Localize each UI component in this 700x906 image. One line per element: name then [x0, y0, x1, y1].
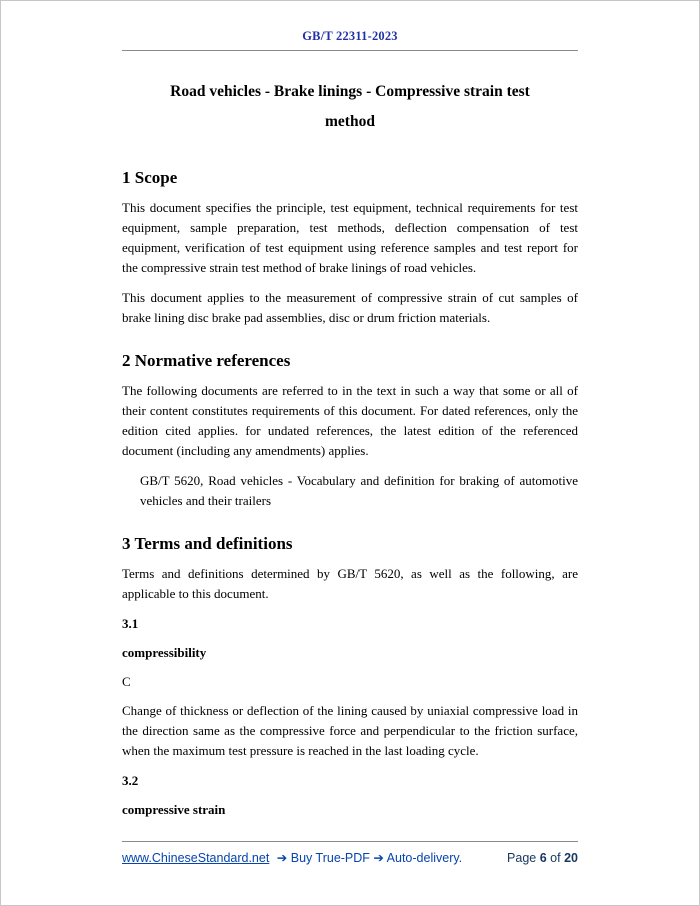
document-title: [122, 77, 578, 137]
page-indicator: [507, 851, 578, 865]
section-heading-scope: 1 Scope: [122, 168, 178, 187]
term-definition-compressibility: Change of thickness or deflection of the lining caused by uniaxial compressive load in the direction same as the compressive force and perpendicular to the friction surface, when the maximum test pressure is reached in the last loading cycle.: [122, 703, 578, 758]
page-label: Page: [507, 851, 537, 865]
term-number-3-2: 3.2: [122, 773, 139, 788]
footer-link[interactable]: www.ChineseStandard.net: [122, 851, 270, 865]
terms-intro-paragraph: Terms and definitions determined by GB/T 5620, as well as the following, are applicable to this document.: [122, 566, 578, 601]
term-symbol-compressibility: C: [122, 674, 131, 689]
page-header: [122, 1, 578, 51]
document-content: [122, 77, 578, 819]
term-number-3-1: 3.1: [122, 616, 139, 631]
page-footer: [122, 841, 578, 865]
page-of-label: of: [550, 851, 561, 865]
scope-paragraph-1: This document specifies the principle, test equipment, technical requirements for test equipment, sample preparation, test methods, deflection compensation of test equipment, verification of test equipment using reference samples and test report for the compressive strain test method of brake linings of road vehicles.: [122, 200, 578, 275]
section-heading-terms-definitions: 3 Terms and definitions: [122, 534, 293, 553]
page-total-number: 20: [564, 851, 578, 865]
document-title-line1: Road vehicles - Brake linings - Compressive strain test: [170, 83, 530, 100]
footer-left: [122, 850, 462, 865]
header-doc-number: GB/T 22311-2023: [302, 29, 398, 43]
footer-tagline: ➔ Buy True-PDF ➔ Auto-delivery.: [276, 851, 463, 865]
document-title-line2: method: [325, 113, 375, 130]
term-name-compressive-strain: compressive strain: [122, 802, 226, 817]
normative-reference-item: GB/T 5620, Road vehicles - Vocabulary and definition for braking of automotive vehicles and their trailers: [140, 473, 578, 508]
scope-paragraph-2: This document applies to the measurement of compressive strain of cut samples of brake lining disc brake pad assemblies, disc or drum friction materials.: [122, 290, 578, 325]
page-current-number: 6: [539, 851, 547, 865]
section-heading-normative-references: 2 Normative references: [122, 351, 291, 370]
normative-paragraph: The following documents are referred to in the text in such a way that some or all of their content constitutes requirements of this document. For dated references, only the edition cited applies. for undated references, the latest edition of the referenced document (including any amendments) applies.: [122, 383, 578, 458]
term-name-compressibility: compressibility: [122, 645, 207, 660]
